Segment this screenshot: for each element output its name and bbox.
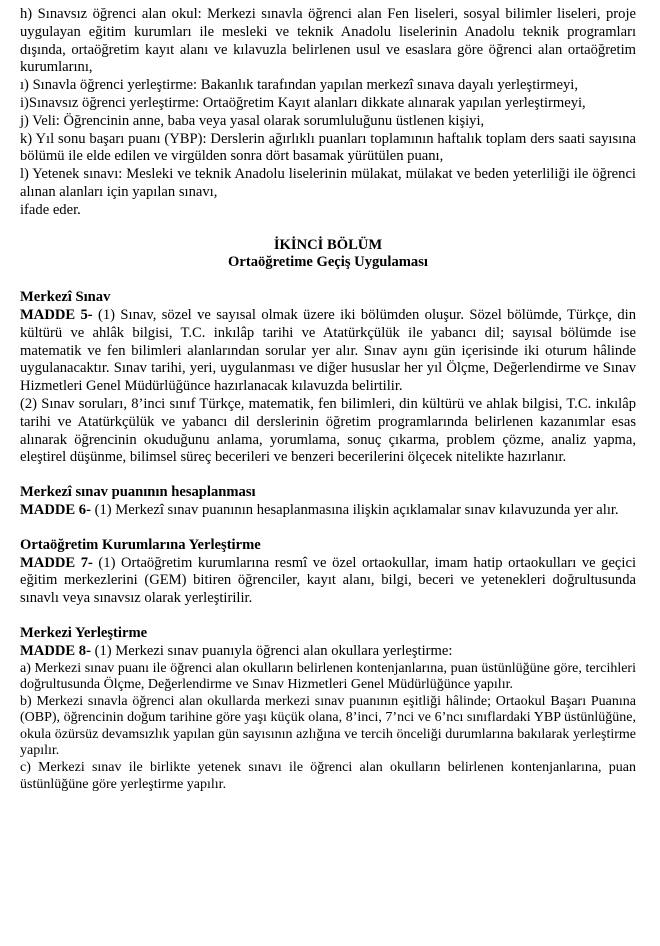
- definition-h: h) Sınavsız öğrenci alan okul: Merkezi sınavla öğrenci alan Fen liseleri, sosyal bilimler liseleri, proje uygulayan eğitim kurumları ile mesleki ve teknik Anadolu liselerinin Anadolu teknik programları dışında, ortaöğretim kayıt alanı ve kılavuzla belirlenen usul ve esaslara göre öğrenci alan ortaöğretim kurumlarını,: [20, 6, 636, 76]
- article-8-item-b: b) Merkezi sınavla öğrenci alan okullarda merkezi sınav puanının eşitliği hâlinde; Ortaokul Başarı Puanına (OBP), öğrencinin doğum tarihine göre yaşı küçük olana, 8’inci, 7’nci ve 6’ncı sınıflardaki YBP üstünlüğüne, okula özürsüz devamsızlık yapılan gün sayısının azlığına ve tercih önceliği durumlarına bakılarak yerleştirme yapılır.: [20, 693, 636, 759]
- article-7-paragraph-1: [20, 555, 636, 608]
- article-5-paragraph-1: [20, 307, 636, 396]
- definition-j: j) Veli: Öğrencinin anne, baba veya yasal olarak sorumluluğunu üstlenen kişiyi,: [20, 112, 485, 129]
- article-8-text-1: (1) Merkezi sınav puanıyla öğrenci alan okullara yerleştirme:: [90, 642, 453, 659]
- article-8-item-a: a) Merkezi sınav puanı ile öğrenci alan okulların belirlenen kontenjanlarına, puan üstünlüğüne göre, tercihleri doğrultusunda Ölçme, Değerlendirme ve Sınav Hizmetleri Genel Müdürlüğünce yapılır.: [20, 660, 636, 693]
- article-5-text-1: (1) Sınav, sözel ve sayısal olmak üzere iki bölümden oluşur. Sözel bölümde, Türkçe, din kültürü ve ahlâk bilgisi, T.C. inkılâp tarihi ve Atatürkçülük ile yabancı dil; sayısal bölümde ise matematik ve fen bilimleri alanlarından sorular yer alır. Sınav aynı gün içerisinde iki oturum hâlinde uygulanacaktır. Sınav tarihi, yeri, uygulanması ve diğer hususlar her yıl Ölçme, Değerlendirme ve Sınav Hizmetleri Genel Müdürlüğünce hazırlanacak kılavuzda belirtilir.: [20, 306, 636, 395]
- definition-i-dotless: ı) Sınavla öğrenci yerleştirme: Bakanlık tarafından yapılan merkezî sınava dayalı yerleştirmeyi,: [20, 77, 579, 94]
- spacer: [20, 467, 636, 484]
- definition-closing: ifade eder.: [20, 201, 81, 218]
- article-7-label: MADDE 7-: [20, 554, 93, 571]
- spacer: [20, 272, 636, 289]
- spacer: [20, 608, 636, 625]
- chapter-number: İKİNCİ BÖLÜM: [273, 236, 383, 253]
- article-8-heading: Merkezi Yerleştirme: [20, 624, 148, 641]
- article-7-text-1: (1) Ortaöğretim kurumlarına resmî ve özel ortaokullar, imam hatip ortaokulları ve geçici eğitim merkezlerini (GEM) bitiren öğrenciler, kayıt alanı, bilgi, beceri ve yetenekleri doğrultusunda sınavlı veya sınavsız olarak yerleştirilir.: [20, 554, 636, 607]
- definition-k: k) Yıl sonu başarı puanı (YBP): Derslerin ağırlıklı puanları toplamının haftalık toplam ders saati sayısına bölümü ile elde edilen ve virgülden sonra dört basamak yürütülen puanı,: [20, 130, 636, 165]
- article-6-paragraph-1: [20, 502, 636, 520]
- spacer: [20, 220, 636, 237]
- definition-i: i)Sınavsız öğrenci yerleştirme: Ortaöğretim Kayıt alanları dikkate alınarak yapılan yerleştirmeyi,: [20, 94, 586, 111]
- article-7-heading: Ortaöğretim Kurumlarına Yerleştirme: [20, 536, 261, 553]
- definition-l: l) Yetenek sınavı: Mesleki ve teknik Anadolu liselerinin mülakat, mülakat ve beden yeterliliği ile öğrenci alınan alanları için yapılan sınavı,: [20, 166, 636, 200]
- article-6-text-1: (1) Merkezî sınav puanının hesaplanmasına ilişkin açıklamalar sınav kılavuzunda yer alır.: [90, 501, 619, 518]
- article-8-paragraph-1: [20, 643, 636, 661]
- article-8-item-c: c) Merkezi sınav ile birlikte yetenek sınavı ile öğrenci alan okulların belirlenen kontenjanlarına, puan üstünlüğüne göre yerleştirme yapılır.: [20, 760, 636, 792]
- spacer: [20, 520, 636, 537]
- chapter-title: Ortaöğretime Geçiş Uygulaması: [228, 254, 428, 271]
- article-8-label: MADDE 8-: [20, 642, 91, 659]
- article-5-label: MADDE 5-: [20, 306, 93, 323]
- article-6-heading: Merkezî sınav puanının hesaplanması: [20, 484, 256, 501]
- article-5-heading: Merkezî Sınav: [20, 289, 111, 306]
- article-5-paragraph-2: (2) Sınav soruları, 8’inci sınıf Türkçe, matematik, fen bilimleri, din kültürü ve ahlak bilgisi, T.C. inkılâp tarihi ve Atatürkçülük ve yabancı dil derslerinin öğretim programlarında belirlenen kazanımlar esas alınarak öğrencinin okuduğunu anlama, yorumlama, sonuç çıkarma, problem çözme, analiz yapma, eleştirel düşünme, bilimsel süreç becerileri ve benzeri becerilerini ölçecek nitelikte hazırlanır.: [20, 395, 636, 466]
- article-6-label: MADDE 6-: [20, 501, 91, 518]
